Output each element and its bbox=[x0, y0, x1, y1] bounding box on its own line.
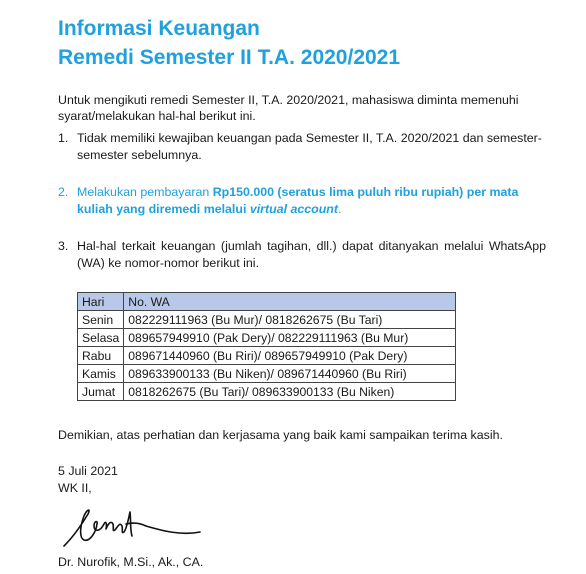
day-cell: Selasa bbox=[78, 329, 124, 347]
list-number: 2. bbox=[58, 185, 69, 199]
table-row bbox=[78, 365, 456, 383]
header-no-wa: No. WA bbox=[124, 293, 456, 311]
table-row bbox=[78, 383, 456, 401]
payment-text: Melakukan pembayaran bbox=[77, 185, 213, 199]
list-item-text bbox=[77, 184, 546, 218]
table-header-row bbox=[78, 293, 456, 311]
table-row bbox=[78, 329, 456, 347]
virtual-account-term: virtual account bbox=[249, 202, 338, 216]
list-number: 1. bbox=[58, 131, 69, 145]
table-row bbox=[78, 347, 456, 365]
day-cell: Jumat bbox=[78, 383, 124, 401]
list-number: 3. bbox=[58, 239, 69, 253]
phone-cell: 082229111963 (Bu Mur)/ 0818262675 (Bu Tari) bbox=[124, 311, 456, 329]
signer-role: WK II, bbox=[58, 481, 92, 495]
phone-cell: 0818262675 (Bu Tari)/ 089633900133 (Bu Niken) bbox=[124, 383, 456, 401]
signer-name: Dr. Nurofik, M.Si., Ak., CA. bbox=[58, 555, 204, 569]
letter-date: 5 Juli 2021 bbox=[58, 464, 118, 478]
day-cell: Kamis bbox=[78, 365, 124, 383]
title-line-2: Remedi Semester II T.A. 2020/2021 bbox=[58, 46, 401, 69]
handwritten-signature bbox=[60, 502, 210, 552]
intro-paragraph: Untuk mengikuti remedi Semester II, T.A. 2020/2021, mahasiswa diminta memenuhi syarat/melakukan hal-hal berikut ini. bbox=[58, 93, 519, 123]
list-item-text: Hal-hal terkait keuangan (jumlah tagihan, dll.) dapat ditanyakan melalui WhatsApp (WA) ke nomor-nomor berikut ini. bbox=[77, 239, 546, 270]
day-cell: Rabu bbox=[78, 347, 124, 365]
list-item-1 bbox=[58, 130, 546, 164]
phone-cell: 089657949910 (Pak Dery)/ 082229111963 (Bu Mur) bbox=[124, 329, 456, 347]
list-item-text: Tidak memiliki kewajiban keuangan pada Semester II, T.A. 2020/2021 dan semester-semester sebelumnya. bbox=[77, 131, 542, 162]
title-line-1: Informasi Keuangan bbox=[58, 17, 260, 40]
header-hari: Hari bbox=[78, 293, 124, 311]
payment-text-end: . bbox=[337, 202, 342, 216]
list-item-2 bbox=[58, 184, 546, 218]
phone-cell: 089671440960 (Bu Riri)/ 089657949910 (Pak Dery) bbox=[124, 347, 456, 365]
document-title bbox=[58, 14, 400, 72]
payment-amount-highlight: Rp150.000 (seratus lima puluh ribu rupiah) per mata kuliah yang diremedi melalui bbox=[77, 185, 519, 216]
day-cell: Senin bbox=[78, 311, 124, 329]
whatsapp-contact-table bbox=[77, 292, 456, 401]
list-item-3 bbox=[58, 238, 546, 272]
closing-paragraph: Demikian, atas perhatian dan kerjasama yang baik kami sampaikan terima kasih. bbox=[58, 428, 503, 442]
table-row bbox=[78, 311, 456, 329]
phone-cell: 089633900133 (Bu Niken)/ 089671440960 (Bu Riri) bbox=[124, 365, 456, 383]
